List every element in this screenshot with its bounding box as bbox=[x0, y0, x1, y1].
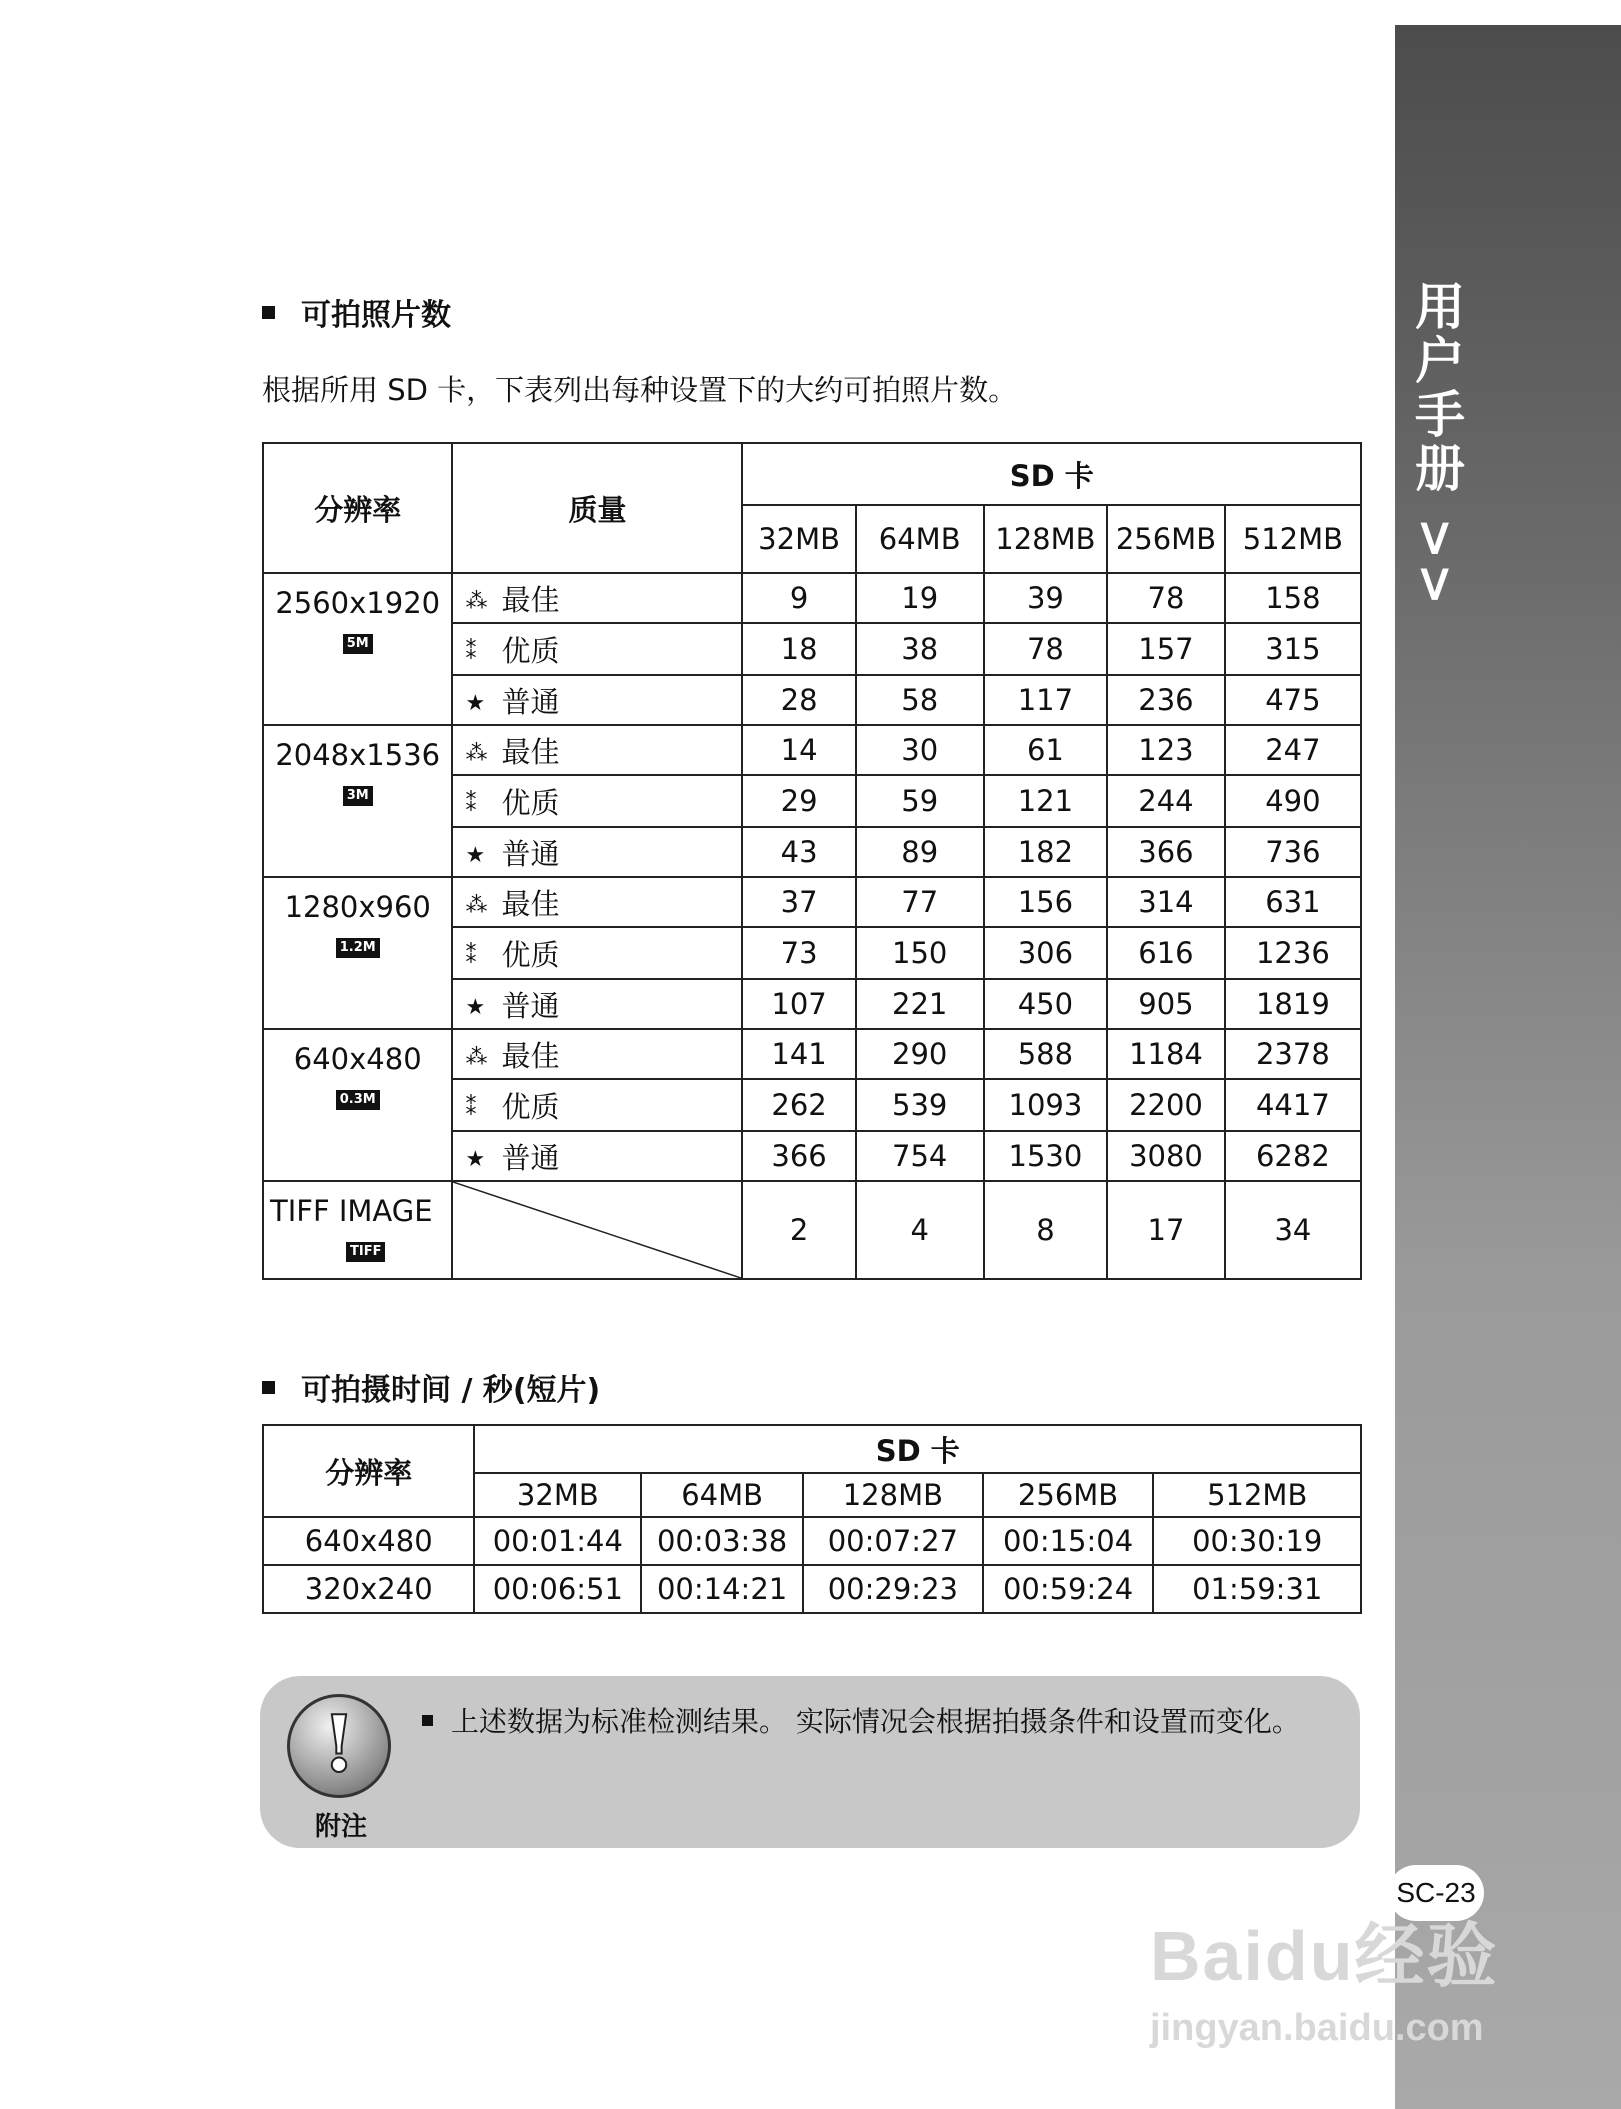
time-cell: 00:59:24 bbox=[983, 1565, 1154, 1613]
resolution-cell bbox=[263, 1029, 452, 1181]
quality-label: 优质 bbox=[501, 937, 560, 972]
tiff-value: 4 bbox=[856, 1181, 984, 1279]
quality-label: 普通 bbox=[501, 1140, 560, 1175]
tiff-value: 8 bbox=[984, 1181, 1107, 1279]
resolution-cell bbox=[263, 877, 452, 1029]
quality-star-icon: ⁑ bbox=[465, 792, 477, 817]
bullet-icon bbox=[262, 306, 275, 319]
count-cell: 3080 bbox=[1107, 1131, 1225, 1181]
watermark bbox=[1150, 1900, 1498, 2050]
count-cell: 236 bbox=[1107, 675, 1225, 725]
tiff-resolution-cell bbox=[263, 1181, 452, 1279]
note-text bbox=[422, 1700, 1300, 1740]
resolution-cell bbox=[263, 573, 452, 725]
resolution-cell: 320x240 bbox=[263, 1565, 474, 1613]
header-capacity: 256MB bbox=[983, 1473, 1154, 1517]
count-cell: 315 bbox=[1225, 623, 1361, 675]
section-heading-photos bbox=[262, 290, 451, 334]
count-cell: 156 bbox=[984, 877, 1107, 927]
header-quality: 质量 bbox=[452, 443, 742, 573]
count-cell: 78 bbox=[984, 623, 1107, 675]
table-row bbox=[263, 1029, 1361, 1079]
count-cell: 616 bbox=[1107, 927, 1225, 979]
quality-label: 优质 bbox=[501, 633, 560, 668]
count-cell: 37 bbox=[742, 877, 855, 927]
quality-cell bbox=[452, 1029, 742, 1079]
exclamation-icon: ! bbox=[321, 1699, 357, 1790]
quality-label: 最佳 bbox=[501, 886, 560, 921]
quality-star-icon: ⁑ bbox=[465, 944, 477, 969]
warning-icon bbox=[287, 1694, 391, 1798]
quality-cell bbox=[452, 927, 742, 979]
quality-label: 最佳 bbox=[501, 582, 560, 617]
count-cell: 61 bbox=[984, 725, 1107, 775]
heading-text: 可拍照片数 bbox=[301, 298, 451, 333]
quality-star-icon: ⁂ bbox=[465, 741, 488, 766]
megapixel-badge-icon: 0.3M bbox=[336, 1090, 380, 1110]
note-box bbox=[260, 1676, 1360, 1848]
resolution-label: 1280x960 bbox=[284, 890, 431, 924]
count-cell: 18 bbox=[742, 623, 855, 675]
quality-label: 优质 bbox=[501, 785, 560, 820]
count-cell: 262 bbox=[742, 1079, 855, 1131]
tiff-row bbox=[263, 1181, 1361, 1279]
count-cell: 28 bbox=[742, 675, 855, 725]
quality-label: 最佳 bbox=[501, 1038, 560, 1073]
recording-time-table bbox=[262, 1424, 1362, 1614]
count-cell: 1236 bbox=[1225, 927, 1361, 979]
count-cell: 366 bbox=[742, 1131, 855, 1181]
tiff-label: TIFF IMAGE bbox=[270, 1194, 433, 1228]
count-cell: 89 bbox=[856, 827, 984, 877]
megapixel-badge-icon: 3M bbox=[343, 786, 373, 806]
count-cell: 73 bbox=[742, 927, 855, 979]
count-cell: 1819 bbox=[1225, 979, 1361, 1029]
count-cell: 4417 bbox=[1225, 1079, 1361, 1131]
count-cell: 59 bbox=[856, 775, 984, 827]
quality-star-icon: ★ bbox=[465, 995, 486, 1020]
count-cell: 221 bbox=[856, 979, 984, 1029]
count-cell: 30 bbox=[856, 725, 984, 775]
quality-cell bbox=[452, 573, 742, 623]
time-cell: 00:07:27 bbox=[803, 1517, 983, 1565]
table-row bbox=[263, 725, 1361, 775]
header-resolution: 分辨率 bbox=[263, 443, 452, 573]
header-sd-card: SD 卡 bbox=[742, 443, 1361, 505]
quality-star-icon: ⁑ bbox=[465, 1096, 477, 1121]
count-cell: 157 bbox=[1107, 623, 1225, 675]
time-cell: 00:29:23 bbox=[803, 1565, 983, 1613]
time-cell: 00:01:44 bbox=[474, 1517, 641, 1565]
count-cell: 450 bbox=[984, 979, 1107, 1029]
quality-cell bbox=[452, 1079, 742, 1131]
count-cell: 490 bbox=[1225, 775, 1361, 827]
count-cell: 38 bbox=[856, 623, 984, 675]
count-cell: 1184 bbox=[1107, 1029, 1225, 1079]
count-cell: 314 bbox=[1107, 877, 1225, 927]
quality-star-icon: ★ bbox=[465, 691, 486, 716]
photo-count-table bbox=[262, 442, 1362, 1280]
header-capacity: 512MB bbox=[1225, 505, 1361, 573]
header-capacity: 128MB bbox=[984, 505, 1107, 573]
bullet-icon bbox=[422, 1715, 433, 1726]
time-cell: 00:14:21 bbox=[641, 1565, 803, 1613]
count-cell: 290 bbox=[856, 1029, 984, 1079]
resolution-cell: 640x480 bbox=[263, 1517, 474, 1565]
watermark-logo: Baidu经验 bbox=[1150, 1917, 1499, 1995]
tiff-value: 17 bbox=[1107, 1181, 1225, 1279]
quality-star-icon: ⁂ bbox=[465, 1045, 488, 1070]
table-row bbox=[263, 877, 1361, 927]
quality-label: 优质 bbox=[501, 1089, 560, 1124]
quality-cell bbox=[452, 775, 742, 827]
resolution-label: 2560x1920 bbox=[275, 586, 441, 620]
count-cell: 58 bbox=[856, 675, 984, 725]
quality-cell bbox=[452, 1131, 742, 1181]
quality-star-icon: ★ bbox=[465, 843, 486, 868]
quality-cell bbox=[452, 725, 742, 775]
resolution-label: 2048x1536 bbox=[275, 738, 441, 772]
count-cell: 588 bbox=[984, 1029, 1107, 1079]
header-capacity: 32MB bbox=[474, 1473, 641, 1517]
count-cell: 539 bbox=[856, 1079, 984, 1131]
tiff-quality-cell bbox=[452, 1181, 742, 1279]
note-text-content: 上述数据为标准检测结果。 实际情况会根据拍摄条件和设置而变化。 bbox=[451, 1705, 1300, 1738]
table-row bbox=[263, 1517, 1361, 1565]
header-capacity: 128MB bbox=[803, 1473, 983, 1517]
quality-label: 最佳 bbox=[501, 734, 560, 769]
count-cell: 77 bbox=[856, 877, 984, 927]
header-capacity: 64MB bbox=[856, 505, 984, 573]
megapixel-badge-icon: 5M bbox=[343, 634, 373, 654]
quality-cell bbox=[452, 979, 742, 1029]
bullet-icon bbox=[262, 1381, 275, 1394]
count-cell: 1530 bbox=[984, 1131, 1107, 1181]
time-cell: 01:59:31 bbox=[1153, 1565, 1361, 1613]
tiff-value: 2 bbox=[742, 1181, 855, 1279]
count-cell: 306 bbox=[984, 927, 1107, 979]
diagonal-line bbox=[453, 1182, 741, 1278]
header-capacity: 64MB bbox=[641, 1473, 803, 1517]
quality-label: 普通 bbox=[501, 684, 560, 719]
tiff-badge-icon: TIFF bbox=[346, 1242, 385, 1262]
heading-text: 可拍摄时间 / 秒(短片) bbox=[301, 1373, 601, 1408]
header-capacity: 512MB bbox=[1153, 1473, 1361, 1517]
count-cell: 247 bbox=[1225, 725, 1361, 775]
count-cell: 141 bbox=[742, 1029, 855, 1079]
quality-cell bbox=[452, 675, 742, 725]
count-cell: 43 bbox=[742, 827, 855, 877]
sidebar-title: 用户手册 >> bbox=[1407, 280, 1465, 610]
quality-star-icon: ⁂ bbox=[465, 893, 488, 918]
quality-star-icon: ★ bbox=[465, 1147, 486, 1172]
header-capacity: 256MB bbox=[1107, 505, 1225, 573]
time-cell: 00:03:38 bbox=[641, 1517, 803, 1565]
page-number: SC-23 bbox=[1388, 1865, 1484, 1921]
watermark-url: jingyan.baidu.com bbox=[1150, 2007, 1484, 2049]
count-cell: 19 bbox=[856, 573, 984, 623]
table-row bbox=[263, 573, 1361, 623]
quality-cell bbox=[452, 827, 742, 877]
count-cell: 754 bbox=[856, 1131, 984, 1181]
count-cell: 6282 bbox=[1225, 1131, 1361, 1181]
count-cell: 14 bbox=[742, 725, 855, 775]
quality-label: 普通 bbox=[501, 988, 560, 1023]
quality-cell bbox=[452, 877, 742, 927]
count-cell: 78 bbox=[1107, 573, 1225, 623]
quality-star-icon: ⁑ bbox=[465, 640, 477, 665]
count-cell: 1093 bbox=[984, 1079, 1107, 1131]
time-cell: 00:06:51 bbox=[474, 1565, 641, 1613]
quality-label: 普通 bbox=[501, 836, 560, 871]
quality-star-icon: ⁂ bbox=[465, 589, 488, 614]
count-cell: 117 bbox=[984, 675, 1107, 725]
time-cell: 00:30:19 bbox=[1153, 1517, 1361, 1565]
section-heading-video bbox=[262, 1365, 600, 1409]
header-capacity: 32MB bbox=[742, 505, 855, 573]
count-cell: 29 bbox=[742, 775, 855, 827]
count-cell: 736 bbox=[1225, 827, 1361, 877]
header-sd-card: SD 卡 bbox=[474, 1425, 1361, 1473]
quality-cell bbox=[452, 623, 742, 675]
resolution-label: 640x480 bbox=[293, 1042, 422, 1076]
count-cell: 475 bbox=[1225, 675, 1361, 725]
count-cell: 150 bbox=[856, 927, 984, 979]
count-cell: 244 bbox=[1107, 775, 1225, 827]
count-cell: 39 bbox=[984, 573, 1107, 623]
count-cell: 107 bbox=[742, 979, 855, 1029]
count-cell: 2378 bbox=[1225, 1029, 1361, 1079]
resolution-cell bbox=[263, 725, 452, 877]
count-cell: 366 bbox=[1107, 827, 1225, 877]
count-cell: 182 bbox=[984, 827, 1107, 877]
note-label: 附注 bbox=[315, 1812, 368, 1842]
intro-text: 根据所用 SD 卡，下表列出每种设置下的大约可拍照片数。 bbox=[262, 373, 1018, 407]
megapixel-badge-icon: 1.2M bbox=[336, 938, 380, 958]
tiff-value: 34 bbox=[1225, 1181, 1361, 1279]
count-cell: 121 bbox=[984, 775, 1107, 827]
count-cell: 9 bbox=[742, 573, 855, 623]
count-cell: 631 bbox=[1225, 877, 1361, 927]
time-cell: 00:15:04 bbox=[983, 1517, 1154, 1565]
count-cell: 123 bbox=[1107, 725, 1225, 775]
count-cell: 2200 bbox=[1107, 1079, 1225, 1131]
count-cell: 158 bbox=[1225, 573, 1361, 623]
header-resolution: 分辨率 bbox=[263, 1425, 474, 1517]
table-row bbox=[263, 1565, 1361, 1613]
count-cell: 905 bbox=[1107, 979, 1225, 1029]
